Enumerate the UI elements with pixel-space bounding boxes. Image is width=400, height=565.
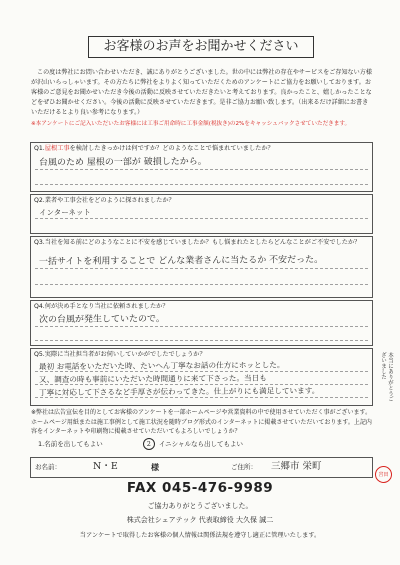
privacy-notice: 当アンケートで取得したお客様の個人情報は関係法規を遵守し適正に管理いたします。 (79, 532, 321, 539)
answer-rule (35, 326, 368, 327)
handwritten-answer: 台風のため 屋根の一部が 破損したから。 (38, 156, 207, 169)
question-label (34, 303, 169, 311)
company-signature: 株式会社シェアテック 代表取締役 大久保 誠二 (126, 516, 274, 524)
handwritten-name: N・E (93, 461, 118, 472)
question-text: 何が決め手となり当社に依頼されましたか？ (44, 303, 169, 310)
option-2-label: イニシャルなら出してもよい (158, 440, 243, 448)
question-box-q5 (30, 348, 373, 406)
answer-rule (35, 184, 368, 185)
honorific: 様 (151, 463, 159, 472)
question-number: Q2. (34, 197, 45, 204)
question-box-q4 (30, 300, 373, 346)
question-text: 当社を知る前にどのようなことに不安を感じていましたか？もし悩まれたとしたらどんなことがご不安でしたか？ (44, 239, 361, 246)
option-1-label: 1.名前を出してもよい (38, 440, 103, 448)
answer-rule (35, 284, 368, 285)
option-2-circled-number: 2 (143, 438, 155, 450)
question-text: を検討したきっかけは何ですか？どのようなことで悩まれていましたか？ (69, 145, 274, 152)
consent-options (38, 438, 243, 450)
question-box-q2 (30, 194, 373, 234)
question-label (34, 197, 175, 205)
answer-rule (35, 340, 368, 341)
handwritten-address: 三郷市 栄町 (271, 461, 322, 472)
question-highlight: 屋根工事 (44, 145, 70, 152)
handwritten-answer: インターネット (38, 207, 91, 218)
handwritten-margin-note: 本当にありがとうございました (380, 352, 393, 402)
answer-rule (35, 169, 368, 170)
cashback-note: ※本アンケートにご記入いただいたお客様には工事ご用命時に工事金額(税抜き)の2%をキャッシュバックさせていただきます。 (31, 121, 351, 127)
question-number: Q3. (34, 239, 45, 246)
question-number: Q1. (34, 145, 45, 152)
question-text: 業者や工事会社をどのように探されましたか？ (44, 197, 175, 204)
handwritten-answer-line-2: 又、調査の時も事前にいただいた時間通りに来て下さった。当日も (38, 373, 267, 385)
question-number: Q4. (34, 303, 45, 310)
answer-rule (35, 268, 368, 269)
question-label (34, 145, 274, 153)
answer-rule (35, 218, 368, 219)
handwritten-answer: 一括サイトを利用することで どんな業者さんに当たるか 不安だった。 (38, 255, 324, 268)
question-number: Q5. (34, 351, 45, 358)
customer-info-box (30, 457, 373, 478)
thanks-message: ご協力ありがとうございました。 (147, 502, 253, 510)
intro-paragraph: この度は弊社にお問い合わせいただき、誠にありがとうございました。世の中には弊社の存在やサービスをご存知ない方様が沢山いらっしゃいます。その方たちに弊社をよりよく知っていただくためのアンケートにご協力をお願いしております。お客様のご意見をお聞かせいただき今後の活動に反映させていただきたいと考えております。良かったこと、嬉しかったことなどをぜひお聞かせください。今後の活動に反映させていただきます。是非ご協力お願い致します。（出来るだけ詳細にお書きいただけるとより良い参考になります。） (31, 69, 372, 116)
handwritten-answer-line-3: 丁寧に対応して下さるなど手厚さが伝わってきた。仕上がりにも満足しています。 (38, 386, 320, 398)
fax-number: FAX 045-476-9989 (126, 480, 274, 496)
handwritten-answer-line-1: 最初 お電話をいただいた時、たいへん丁寧なお話の仕方にホッとした。 (38, 360, 285, 372)
question-box-q1 (30, 142, 373, 192)
seal-stamp: 宮田 (375, 466, 392, 483)
address-label: ご住所： (231, 463, 257, 471)
handwritten-answer: 次の台風が発生していたので。 (38, 314, 165, 326)
name-label: お名前： (35, 463, 61, 471)
question-label (34, 351, 206, 359)
question-box-q3 (30, 236, 373, 298)
question-text: 実際に当社担当者がお伺いしていかがでしたでしょうか？ (44, 351, 206, 358)
consent-text: ※弊社は広告宣伝を目的としてお客様のアンケートを一部ホームページや営業資料の中で使用させていただく事がございます。ホームページ用紙または施工事例として施工状況を随時ブログ形式のインターネットに掲載させていただいております。上記内容をインターネットや印刷物に掲載させていただいてもよろしいでしょうか？ (31, 409, 372, 435)
page-title: お客様のお声をお聞かせください (88, 36, 314, 58)
answer-rule (35, 397, 368, 398)
question-label (34, 239, 360, 247)
